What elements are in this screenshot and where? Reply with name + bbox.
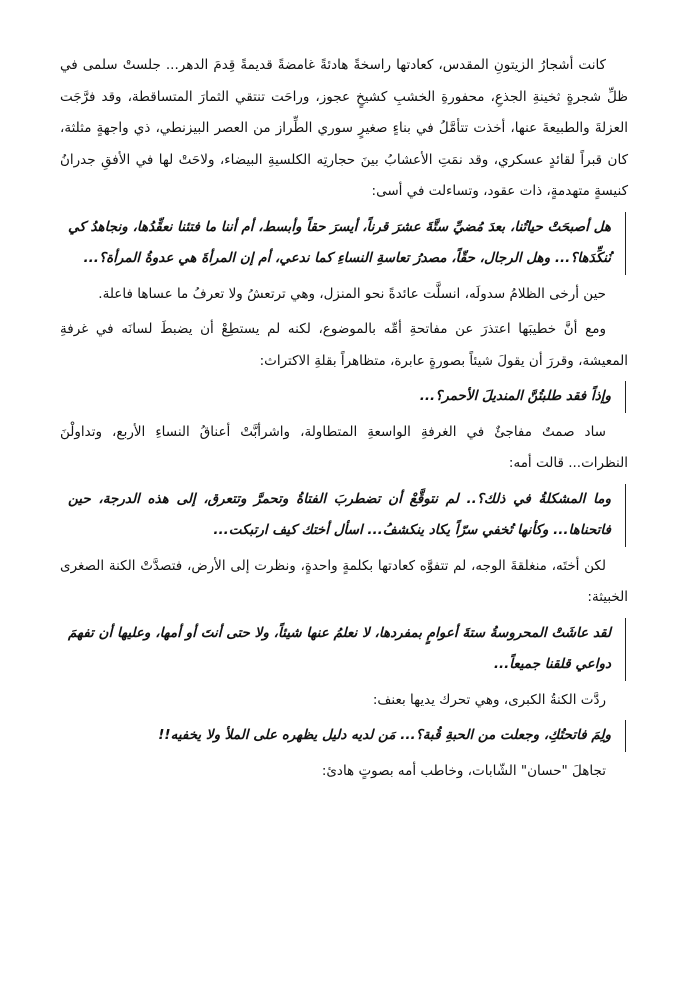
paragraph-2: حين أرخى الظلامُ سدولَه، انسلَّت عائدةً نحو المنزل، وهي ترتعشُ ولا تعرفُ ما عساها فاعلة. (98, 285, 606, 302)
quote-4: لقد عاشَتْ المحروسةُ ستةَ أعوامٍ بمفردها، لا نعلمُ عنها شيئاً، ولا حتى أنتَ أو أمها، وعليها أن تفهمَ دواعي قلقنا جميعاً... (68, 618, 626, 681)
quote-2: وإذاً فقد طلبتُنَّ المنديلَ الأحمر؟... (68, 381, 626, 413)
quote-3: وما المشكلةُ في ذلك؟.. لم نتوقَّعْ أن تضطربَ الفتاةُ وتحمرَّ وتتعرق، إلى هذه الدرجة، حين فاتحناها... وكأنها تُخفي سرّاً يكاد ينكشفُ... اسأل أختك كيف ارتبكت... (68, 484, 626, 547)
paragraph-5: لكن أختَه، منغلقةَ الوجه، لم تتفوَّه كعادتها بكلمةٍ واحدةٍ، ونظرت إلى الأرض، فتصدَّتْ الكنة الصغرى الخبيثة: (60, 557, 628, 605)
quote-5: ولِمَ فاتحتُكِ، وجعلت من الحبةِ قُبة؟... مَن لديه دليل يظهره على الملأ ولا يخفيه!! (68, 720, 626, 752)
quote-1: هل أصبحَتْ حياتُنا، بعدَ مُضيِّ ستَّةَ عشرَ قرناً، أيسرَ حقاً وأبسط، أم أننا ما فتئنا نعقِّدُها، ونجاهدُ كي نُنكِّدَها؟... وهل الرجال، حقّاً، مصدرُ تعاسةِ النساءِ كما ندعي، أم إن المرأةَ هي عدوةُ المرأة؟... (68, 212, 626, 275)
paragraph-1: كانت أشجارُ الزيتونِ المقدس، كعادتها راسخةً هادئةً غامضةً قديمةً قِدمَ الدهر... جلستْ سلمى في ظلِّ شجرةٍ ثخينةِ الجذعِ، محفورةِ الخشبِ كشيخٍ عجوز، وراحَت تنتقي الثمارَ المتساقطة، وقد فرَّجَت العزلةَ والطبيعةَ عنها، أخذت تتأمَّلُ في بناءٍ صغيرٍ سوري الطِّراز من العصر البيزنطي، ذي واجهةٍ مثلثة، كان قبراً لقائدٍ عسكري، وقد نمَتِ الأعشابُ بينَ حجارتِه الكلسيةِ البيضاء، ولاحَتْ لها في الأفقِ جدرانُ كنيسةٍ متهدمةٍ، ذات عقود، وتساءلت في أسى: (60, 57, 628, 199)
paragraph-3: ومع أنَّ خطيبَها اعتذرَ عن مفاتحةِ أمِّه بالموضوع، لكنه لم يستطِعْ أن يضبطَ لسانَه في غرفةِ المعيشة، وقررَ أن يقولَ شيئاً بصورةٍ عابرة، متظاهراً بقلةِ الاكتراث: (60, 321, 628, 369)
paragraph-7: تجاهلَ "حسان" الشّابات، وخاطب أمه بصوتٍ هادئ: (321, 762, 606, 779)
paragraph-4: ساد صمتٌ مفاجئٌ في الغرفةِ الواسعةِ المتطاولة، واشرأبَّتْ أعناقُ النساءِ الأربع، وتداولْنَ النظرات... قالت أمه: (60, 423, 628, 471)
paragraph-6: ردَّت الكنةُ الكبرى، وهي تحرك يديها بعنف: (372, 691, 606, 708)
